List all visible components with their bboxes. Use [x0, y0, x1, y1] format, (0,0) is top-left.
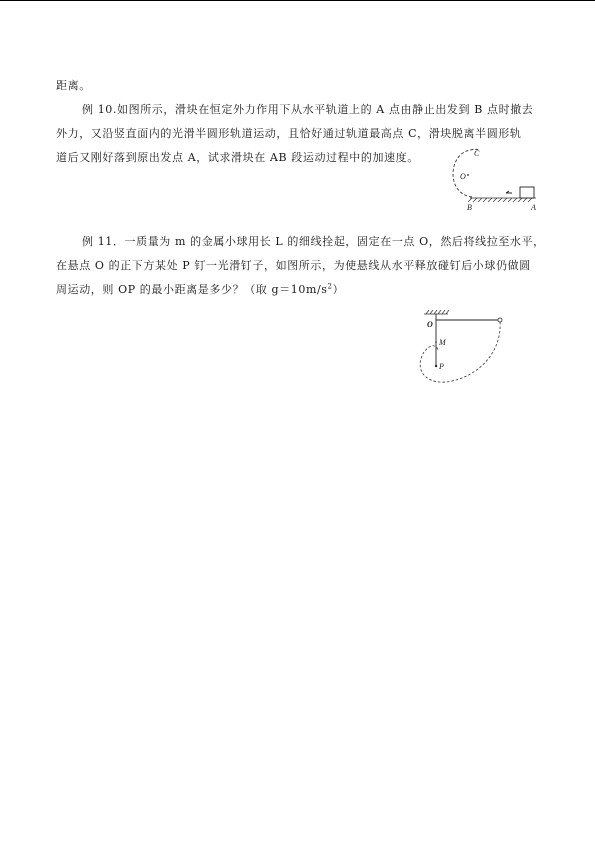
label-o: O [460, 172, 466, 181]
force-arrow-icon [506, 191, 512, 193]
exponent: 2 [327, 282, 333, 291]
example-11-text [56, 230, 545, 302]
label-b: B [467, 203, 472, 212]
label-c: C [474, 149, 480, 158]
continuation-text-block [56, 74, 91, 98]
trajectory-path [420, 322, 500, 382]
point-m [435, 341, 437, 343]
ground-hatching [468, 198, 536, 202]
continuation-line: 距离。 [56, 79, 91, 92]
slider-block [520, 187, 534, 198]
example-11-line-2: 在悬点 O 的正下方某处 P 钉一光滑钉子，如图所示，为使悬线从水平释放碰钉后小球仍做圆 [56, 259, 531, 272]
example-10-line-1: 例 10.如图所示，滑块在恒定外力作用下从水平轨道上的 A 点由静止出发到 B 点时撤去 [82, 103, 534, 116]
label-m: M [439, 338, 446, 347]
example-10-figure [440, 142, 548, 218]
ball [498, 318, 502, 322]
label-p: P [439, 362, 444, 371]
example-11-line-1: 例 11．一质量为 m 的金属小球用长 L 的细线拴起，固定在一点 O，然后将线拉至水平， [82, 235, 545, 248]
example-10-line-2: 外力，又沿竖直面内的光滑半圆形轨道运动，且恰好通过轨道最高点 C，滑块脱离半圆形轨 [56, 127, 522, 140]
example-11-line-3-text: 周运动，则 OP 的最小距离是多少？（取 g＝10m/s [56, 283, 328, 296]
label-a: A [531, 203, 536, 212]
example-11-line-3-close: ） [332, 283, 345, 296]
example-10-line-3: 道后又刚好落到原出发点 A，试求滑块在 AB 段运动过程中的加速度。 [56, 151, 419, 164]
example-11-line-3 [56, 278, 545, 302]
nail-p [435, 365, 437, 367]
label-o: O [427, 320, 433, 329]
center-point [467, 174, 469, 176]
example-11-figure [416, 306, 516, 394]
ceiling-hatching [424, 310, 449, 314]
